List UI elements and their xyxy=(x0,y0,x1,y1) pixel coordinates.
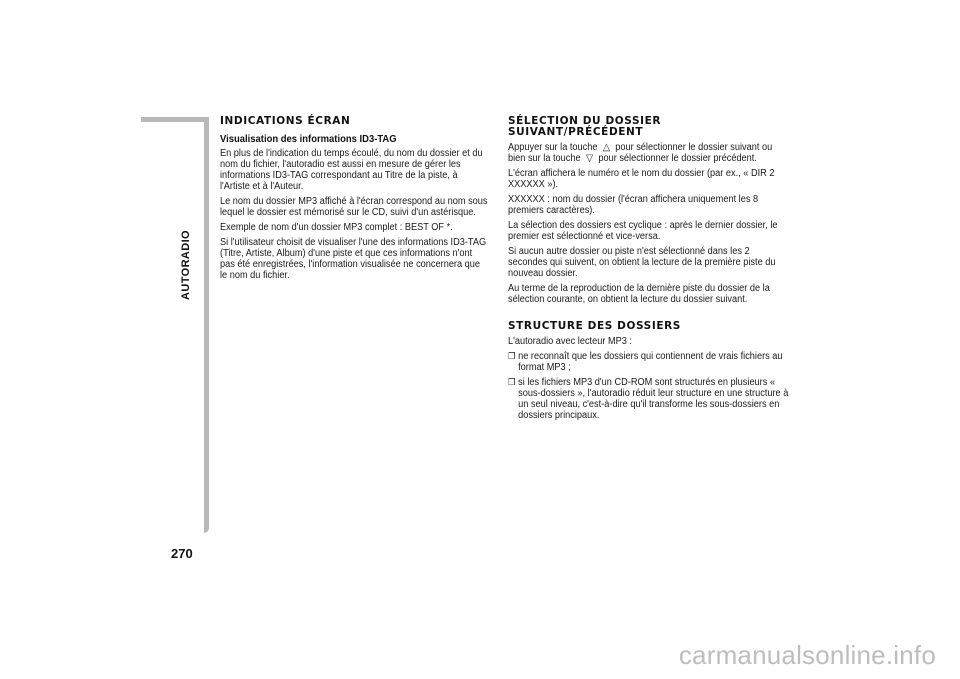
down-triangle-icon: ▽ xyxy=(585,153,594,164)
paragraph: Au terme de la reproduction de la dernière piste du dossier de la sélection courante, on obtient la lecture du dossier suivant. xyxy=(508,283,770,305)
text-run: pour sélectionner le dossier suivant ou bien sur la touche xyxy=(508,142,773,164)
heading-indications-ecran: INDICATIONS ÉCRAN xyxy=(220,115,351,127)
up-triangle-icon: △ xyxy=(602,142,610,153)
subheading-id3-tag: Visualisation des informations ID3-TAG xyxy=(220,133,397,145)
paragraph: XXXXXX : nom du dossier (l'écran affichera uniquement les 8 premiers caractères). xyxy=(508,194,759,216)
paragraph: L'autoradio avec lecteur MP3 : xyxy=(508,336,632,347)
bullet-list xyxy=(508,351,789,421)
paragraph-touche xyxy=(508,142,784,164)
text-run: Appuyer sur la touche xyxy=(508,142,598,153)
paragraph: En plus de l'indication du temps écoulé, du nom du dossier et du nom du fichier, l'autoradio est aussi en mesure de gérer les informations ID3-TAG correspondant au Titre de la piste, à l'Artiste et à l'Auteur. xyxy=(220,148,483,192)
paragraph: L'écran affichera le numéro et le nom du dossier (par ex., « DIR 2 XXXXXX »). xyxy=(508,168,775,190)
page-frame-top xyxy=(141,117,209,122)
paragraph: Si aucun autre dossier ou piste n'est sélectionné dans les 2 secondes qui suivent, on obtient la lecture de la première piste du nouveau dossier. xyxy=(508,246,776,279)
paragraph: Le nom du dossier MP3 affiché à l'écran correspond au nom sous lequel le dossier est mémorisé sur le CD, suivi d'un astérisque. xyxy=(220,196,488,218)
heading-line: SUIVANT/PRÉCÉDENT xyxy=(508,126,644,138)
text-run: pour sélectionner le dossier précédent. xyxy=(598,153,757,164)
heading-structure-dossiers: STRUCTURE DES DOSSIERS xyxy=(508,320,681,332)
list-item-text: si les fichiers MP3 d'un CD-ROM sont structurés en plusieurs « sous-dossiers », l'autoradio réduit leur structure en une structure à un seul niveau, c'est-à-dire qu'il transforme les sous-dossiers en dossiers principaux. xyxy=(518,377,789,421)
list-item-text: ne reconnaît que les dossiers qui contiennent de vrais fichiers au format MP3 ; xyxy=(518,351,783,373)
checkbox-bullet-icon: ❒ xyxy=(508,377,516,387)
list-item xyxy=(508,377,794,421)
heading-selection-dossier xyxy=(508,116,786,138)
list-item xyxy=(508,351,794,373)
watermark: carmanualsonline.info xyxy=(678,640,936,670)
right-column xyxy=(508,115,789,425)
paragraph: Exemple de nom d'un dossier MP3 complet : BEST OF *. xyxy=(220,222,453,233)
paragraph: Si l'utilisateur choisit de visualiser l'une des informations ID3-TAG (Titre, Artiste, Album) d'une piste et que ces informations n'ont pas été enregistrées, l'information visualisée ne concernera que le nom du fichier. xyxy=(220,237,487,281)
left-column xyxy=(220,116,490,285)
paragraph: La sélection des dossiers est cyclique : après le dernier dossier, le premier est sélectionné et vice-versa. xyxy=(508,220,778,242)
checkbox-bullet-icon: ❒ xyxy=(508,351,516,361)
section-label: AUTORADIO xyxy=(180,229,192,300)
heading-line: SÉLECTION DU DOSSIER xyxy=(508,115,662,127)
page-frame-side xyxy=(204,117,209,533)
page-number: 270 xyxy=(171,546,193,561)
